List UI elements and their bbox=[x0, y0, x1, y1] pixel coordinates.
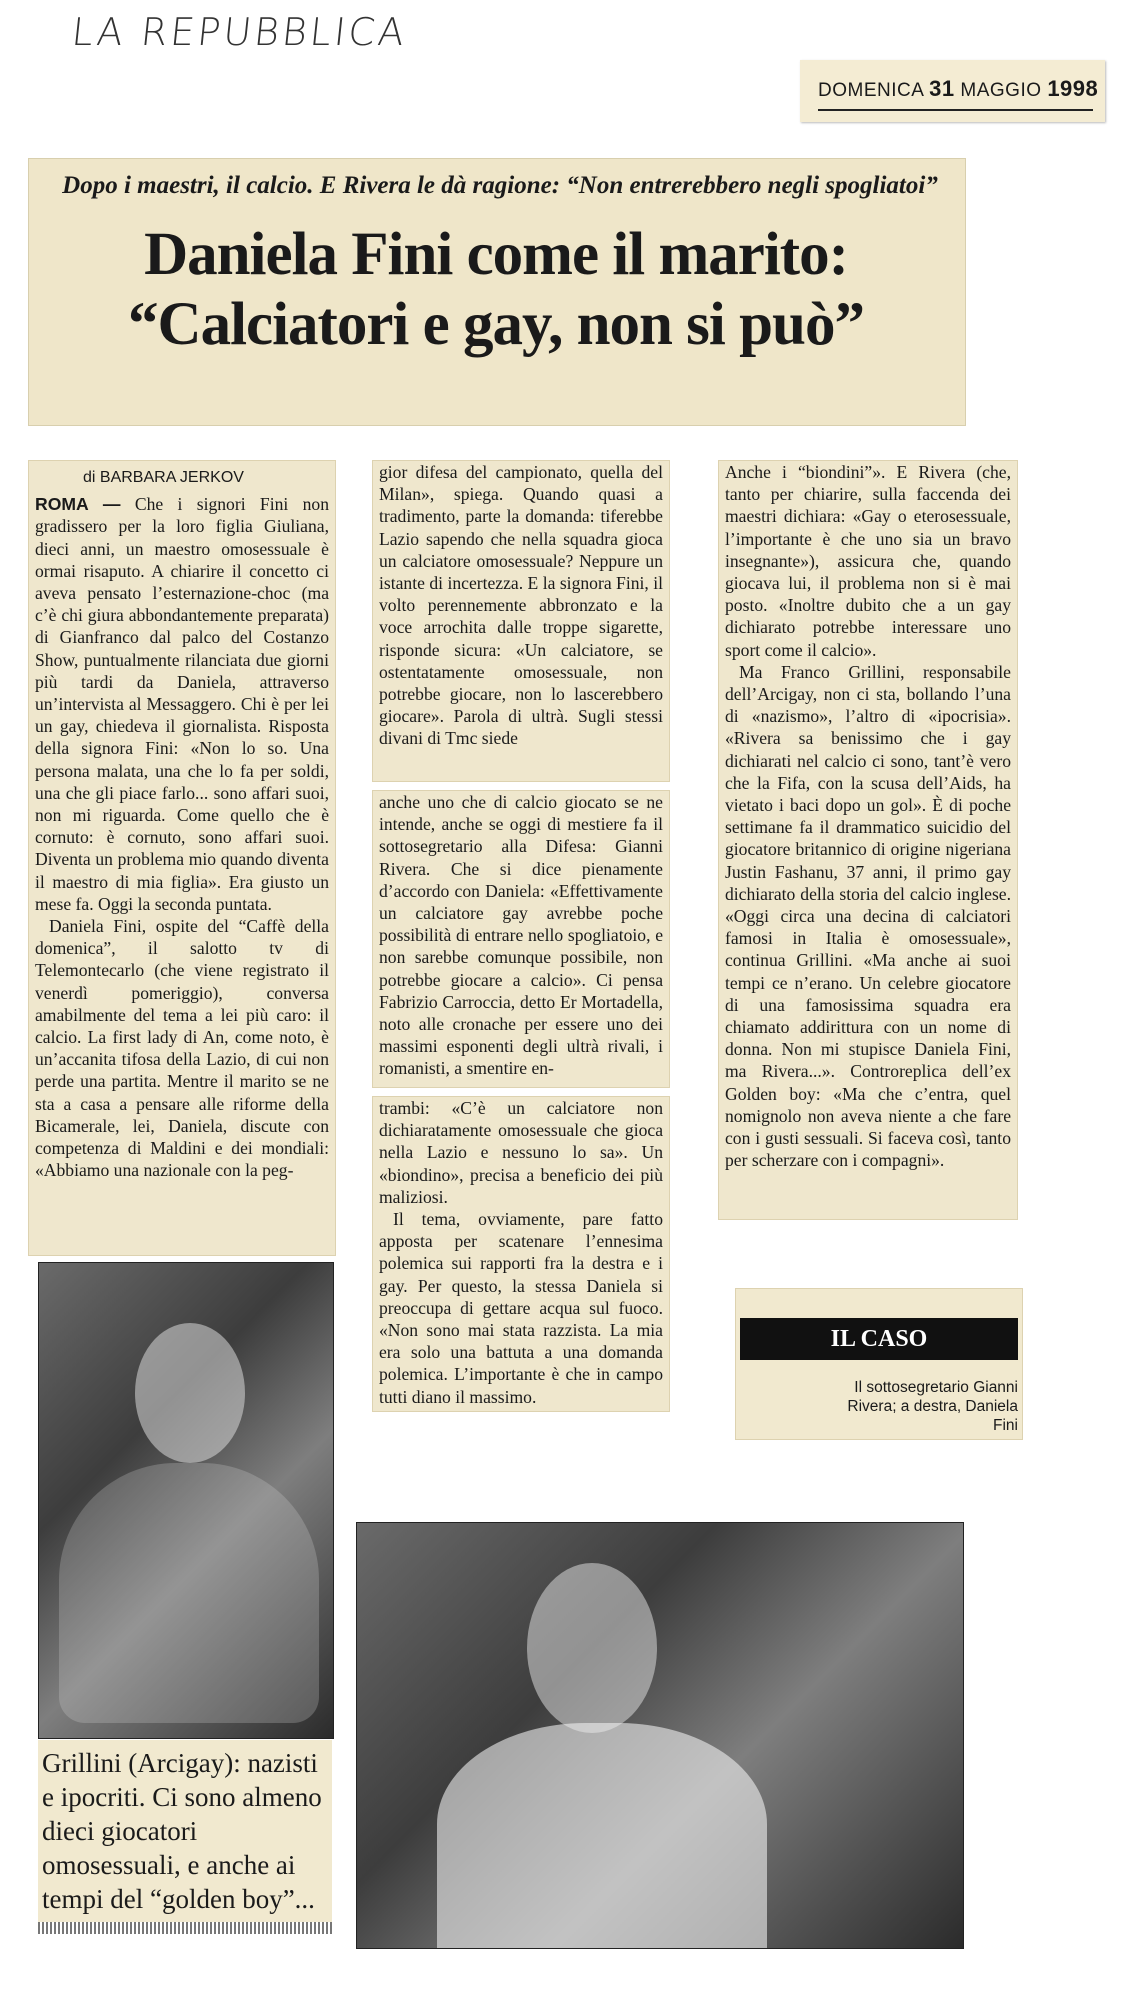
photo-caption: Il sottosegretario Gianni Rivera; a destra, Daniela Fini bbox=[847, 1379, 1018, 1434]
divider bbox=[38, 1922, 332, 1934]
date-day: DOMENICA bbox=[818, 80, 924, 101]
date-text bbox=[818, 76, 1098, 102]
handwritten-masthead: LA REPUBBLICA bbox=[69, 10, 410, 54]
dateplace: ROMA — bbox=[35, 494, 121, 515]
body-shape bbox=[59, 1463, 319, 1723]
il-caso-title: IL CASO bbox=[740, 1318, 1018, 1360]
face-shape bbox=[135, 1323, 245, 1463]
date-number: 31 bbox=[929, 76, 955, 101]
headline bbox=[28, 220, 964, 360]
date-strip bbox=[800, 60, 1105, 122]
paragraph: Ma Franco Grillini, responsabile dell’Arcigay, non ci sta, bollando l’una di «nazismo», l’altro di «ipocrisia». «Rivera sa benissimo che i gay dichiarati nel calcio ci sono, tant’è vero che la Fifa, con la scusa dell’Aids, ha vietato i baci dopo un gol». È di poche settimane fa il drammatico suicidio del giocatore britannico di origine nigeriana Justin Fashanu, 37 anni, il primo gay dichiarato della storia del calcio inglese. «Oggi circa una decina di calciatori famosi in Italia è omosessuale», continua Grillini. «Ma anche ai suoi tempi ce n’erano. Un celebre giocatore di una famosissima squadra era chiamato addirittura con un nome di donna. Non mi stupisce Daniela Fini, ma Rivera...». Controreplica dell’ex Golden boy: «Ma che c’entra, quel nomignolo non aveva niente a che fare con i gusti sessuali. Si faceva così, tanto per scherzare con i compagni». bbox=[725, 661, 1011, 1171]
article-column-1 bbox=[28, 460, 336, 1256]
face-shape bbox=[527, 1563, 657, 1733]
article-column-3 bbox=[718, 460, 1018, 1220]
paragraph: Anche i “biondini”». E Rivera (che, tanto per chiarire, sulla faccenda dei maestri dichiara: «Gay o eterosessuale, l’importante è che uno sia un bravo insegnante»), assicura che, quando giocava lui, il problema non si è mai posto. «Inoltre dubito che a un gay dichiarato potrebbe interessare uno sport come il calcio». bbox=[725, 462, 1011, 660]
headline-line-1: Daniela Fini come il marito: bbox=[144, 221, 848, 288]
date-month: MAGGIO bbox=[960, 80, 1042, 101]
paragraph: Il tema, ovviamente, pare fatto apposta per scatenare l’ennesima polemica sui rapporti fra la destra e i gay. Per questo, la stessa Daniela si preoccupa di gettare acqua sul fuoco. «Non sono mai stata razzista. La mia era solo una battuta a una domanda polemica. L’importante è che in campo tutti diano il massimo. bbox=[379, 1209, 663, 1407]
article-column-2b bbox=[372, 790, 670, 1088]
body-shape bbox=[437, 1723, 767, 1948]
kicker: Dopo i maestri, il calcio. E Rivera le dà ragione: “Non entrerebbero negli spogliatoi” bbox=[62, 172, 938, 199]
headline-line-2: “Calciatori e gay, non si può” bbox=[128, 291, 864, 358]
article-column-2a bbox=[372, 460, 670, 782]
pull-quote: Grillini (Arcigay): nazisti e ipocriti. Ci sono almeno dieci giocatori omosessuali, e anche ai tempi del “golden boy”... bbox=[38, 1740, 332, 1922]
paragraph-text: Che i signori Fini non gradissero per la loro figlia Giuliana, dieci anni, un maestro omosessuale è ormai risaputo. A chiarire il concetto ci aveva pensato l’esternazione-choc (ma c’è chi giura abbondantemente preparata) di Gianfranco dal palco del Costanzo Show, puntualmente rilanciata due giorni più tardi da Daniela, attraverso un’intervista al Messaggero. Chi è per lei un gay, chiedeva il giornalista. Risposta della signora Fini: «Non lo so. Una persona malata, una che lo fa per soldi, una che gli piace farlo... sono affari suoi, non mi riguarda. Come quello che è cornuto: è cornuto, sono affari suoi. Diventa un problema mio quando diventa il maestro di mia figlia». Era giusto un mese fa. Oggi la seconda puntata. bbox=[35, 494, 329, 914]
byline: di BARBARA JERKOV bbox=[83, 469, 244, 486]
paragraph bbox=[35, 493, 329, 915]
photo-daniela-fini bbox=[356, 1522, 964, 1949]
paragraph: anche uno che di calcio giocato se ne intende, anche se oggi di mestiere fa il sottosegretario alla Difesa: Gianni Rivera. Che si dice pienamente d’accordo con Daniela: «Effettivamente un calciatore gay avrebbe poche possibilità di entrare nello spogliatoio, e non sarebbe comunque possibile, non potrebbe giocare a calcio». Ci pensa Fabrizio Carroccia, detto Er Mortadella, noto alle cronache per essere uno dei massimi esponenti degli ultrà rivali, i romanisti, a smentire en- bbox=[379, 792, 663, 1079]
photo-gianni-rivera bbox=[38, 1262, 334, 1739]
paragraph: trambi: «C’è un calciatore non dichiaratamente omosessuale che gioca nella Lazio e nessuno lo sa». Un «biondino», precisa a beneficio dei più maliziosi. bbox=[379, 1098, 663, 1207]
date-rule bbox=[818, 109, 1093, 111]
date-year: 1998 bbox=[1047, 76, 1099, 101]
article-column-2c bbox=[372, 1096, 670, 1412]
paragraph: Daniela Fini, ospite del “Caffè della domenica”, il salotto tv di Telemontecarlo (che viene registrato il venerdì pomeriggio), conversa amabilmente del tema a lei più caro: il calcio. La first lady di An, come noto, è un’accanita tifosa della Lazio, di cui non perde una partita. Mentre il marito se ne sta a casa a pensare alle riforme della Bicamerale, lei, Daniela, discute con competenza di Maldini e dei mondiali: «Abbiamo una nazionale con la peg- bbox=[35, 916, 329, 1181]
paragraph: gior difesa del campionato, quella del Milan», spiega. Quando quasi a tradimento, parte la domanda: tiferebbe Lazio sapendo che nella squadra gioca un calciatore omosessuale? Neppure un istante di incertezza. E la signora Fini, il volto perennemente abbronzato e la voce arrochita dalle troppe sigarette, risponde sicura: «Un calciatore, se ostentatamente omosessuale, non potrebbe giocare, non lo lascerebbero giocare». Parola di ultrà. Sugli stessi divani di Tmc siede bbox=[379, 462, 663, 749]
